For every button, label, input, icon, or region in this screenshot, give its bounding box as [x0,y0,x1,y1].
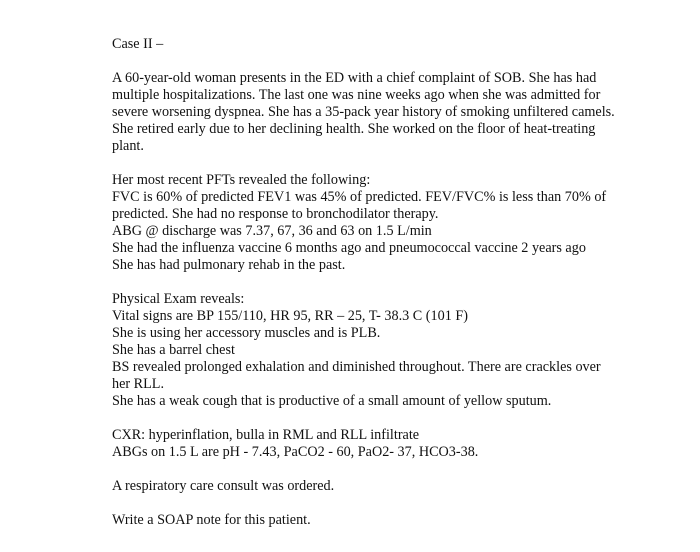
exam-line: She has a weak cough that is productive of a small amount of yellow sputum. [112,393,552,409]
pft-paragraph [112,172,682,274]
exam-line: Vital signs are BP 155/110, HR 95, RR – 25, T- 38.3 C (101 F) [112,308,468,324]
exam-paragraph [112,291,682,410]
intro-line: severe worsening dyspnea. She has a 35-pack year history of smoking unfiltered camels. [112,104,615,120]
imaging-paragraph [112,427,682,461]
intro-line: A 60-year-old woman presents in the ED with a chief complaint of SOB. She has had [112,70,597,86]
pft-line: FVC is 60% of predicted FEV1 was 45% of predicted. FEV/FVC% is less than 70% of [112,189,607,205]
pft-line: She had the influenza vaccine 6 months ago and pneumococcal vaccine 2 years ago [112,240,586,256]
pft-line: ABG @ discharge was 7.37, 67, 36 and 63 on 1.5 L/min [112,223,432,239]
imaging-line: CXR: hyperinflation, bulla in RML and RLL infiltrate [112,427,420,443]
intro-line: multiple hospitalizations. The last one was nine weeks ago when she was admitted for [112,87,601,103]
exam-line: BS revealed prolonged exhalation and diminished throughout. There are crackles over [112,359,601,375]
pft-line: Her most recent PFTs revealed the following: [112,172,371,188]
exam-line: She has a barrel chest [112,342,235,358]
imaging-line: ABGs on 1.5 L are pH - 7.43, PaCO2 - 60, PaO2- 37, HCO3-38. [112,444,479,460]
intro-line: She retired early due to her declining health. She worked on the floor of heat-treating [112,121,596,137]
consult-line: A respiratory care consult was ordered. [112,478,335,494]
pft-line: She has had pulmonary rehab in the past. [112,257,346,273]
intro-line: plant. [112,138,144,154]
exam-line: Physical Exam reveals: [112,291,245,307]
intro-paragraph [112,70,682,155]
case-title: Case II – [112,36,164,52]
pft-line: predicted. She had no response to bronchodilator therapy. [112,206,439,222]
task-line: Write a SOAP note for this patient. [112,512,311,528]
case-text [112,36,682,546]
exam-line: She is using her accessory muscles and is PLB. [112,325,381,341]
exam-line: her RLL. [112,376,165,392]
